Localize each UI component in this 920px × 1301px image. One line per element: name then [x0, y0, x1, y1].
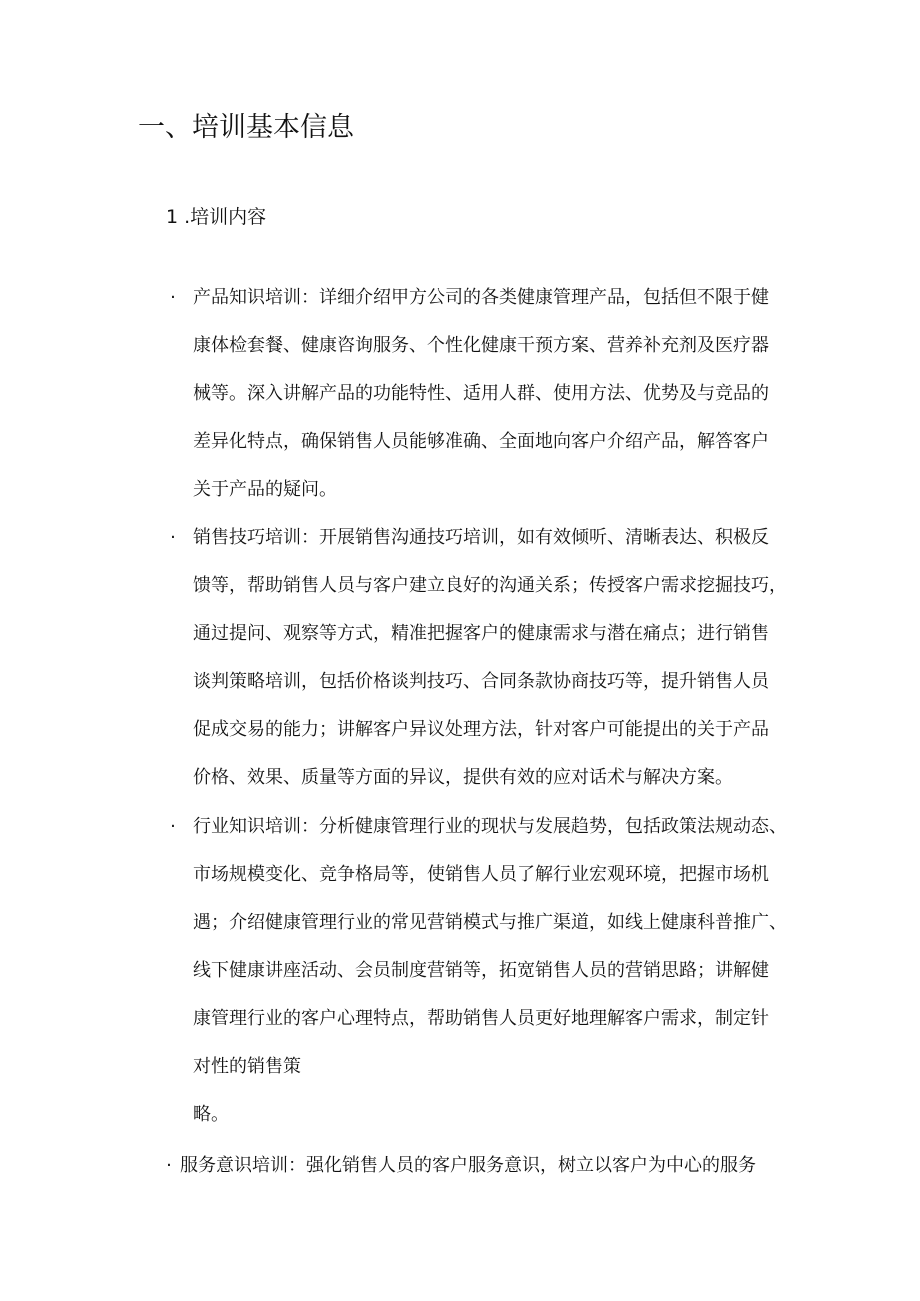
list-item-line: 械等。深入讲解产品的功能特性、适用人群、使用方法、优势及与竞品的 — [193, 383, 769, 404]
subsection-heading: 1 .培训内容 — [166, 206, 267, 228]
list-item-line: 康管理行业的客户心理特点，帮助销售人员更好地理解客户需求，制定针 — [193, 1008, 769, 1029]
list-item-line: 市场规模变化、竞争格局等，使销售人员了解行业宏观环境，把握市场机 — [193, 864, 769, 885]
list-item-line: 谈判策略培训，包括价格谈判技巧、合同条款协商技巧等，提升销售人员 — [193, 671, 769, 692]
list-item-line: 销售技巧培训：开展销售沟通技巧培训，如有效倾听、清晰表达、积极反 — [193, 527, 769, 548]
list-item-line: 产品知识培训：详细介绍甲方公司的各类健康管理产品，包括但不限于健 — [193, 287, 769, 308]
list-item-line: 价格、效果、质量等方面的异议，提供有效的应对话术与解决方案。 — [193, 767, 733, 788]
bullet-icon: · — [170, 527, 176, 548]
list-item-line: 略。 — [193, 1104, 229, 1125]
section-heading: 一、培训基本信息 — [138, 112, 354, 143]
bullet-icon: · — [170, 816, 176, 837]
list-item-line: 关于产品的疑问。 — [193, 479, 337, 500]
list-item-line: 康体检套餐、健康咨询服务、个性化健康干预方案、营养补充剂及医疗器 — [193, 335, 769, 356]
bullet-icon: · — [170, 287, 176, 308]
list-item-line: 服务意识培训：强化销售人员的客户服务意识，树立以客户为中心的服务 — [180, 1155, 756, 1176]
list-item-line: 线下健康讲座活动、会员制度营销等，拓宽销售人员的营销思路；讲解健 — [193, 960, 769, 981]
list-item-line: 对性的销售策 — [193, 1056, 301, 1077]
list-item-line: 差异化特点，确保销售人员能够准确、全面地向客户介绍产品，解答客户 — [193, 431, 769, 452]
list-item-line: 遇；介绍健康管理行业的常见营销模式与推广渠道，如线上健康科普推广、 — [193, 912, 787, 933]
list-item-line: 行业知识培训：分析健康管理行业的现状与发展趋势，包括政策法规动态、 — [193, 816, 787, 837]
list-item-line: 馈等，帮助销售人员与客户建立良好的沟通关系；传授客户需求挖掘技巧， — [193, 575, 787, 596]
list-item-line: 促成交易的能力；讲解客户异议处理方法，针对客户可能提出的关于产品 — [193, 719, 769, 740]
list-item-line: 通过提问、观察等方式，精准把握客户的健康需求与潜在痛点；进行销售 — [193, 623, 769, 644]
bullet-icon: · — [166, 1155, 172, 1176]
